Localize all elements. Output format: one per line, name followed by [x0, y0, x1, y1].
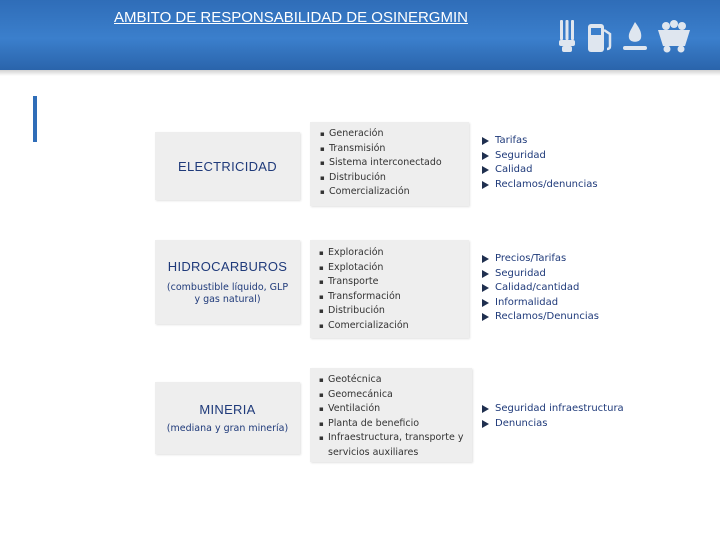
scope-item: Seguridad [481, 149, 598, 164]
mine-cart-icon [654, 18, 694, 54]
activity-item: ▪ Transporte [319, 275, 469, 290]
sector-mineria-box [155, 382, 300, 454]
activity-item: ▪ Geomecánica [319, 388, 466, 403]
activities-electricidad-box [310, 122, 469, 206]
activity-item: ▪ Transmisión [320, 142, 469, 157]
gas-flame-icon [622, 18, 648, 54]
fuel-pump-icon [586, 18, 614, 54]
sector-subtitle: (mediana y gran minería) [166, 422, 289, 434]
header-bar [0, 0, 720, 70]
activity-item: ▪ Distribución [319, 304, 469, 319]
scope-item: Seguridad infraestructura [481, 402, 624, 417]
sector-electricidad-box [155, 132, 300, 200]
activities-list [319, 373, 466, 461]
header-shadow [0, 70, 720, 76]
lightbulb-icon [556, 18, 578, 54]
activities-mineria-box [310, 368, 472, 462]
scope-item: Denuncias [481, 417, 624, 432]
activity-item: ▪ Ventilación [319, 402, 466, 417]
activities-list [319, 246, 469, 334]
activity-item: ▪ Planta de beneficio [319, 417, 466, 432]
scope-hidrocarburos-list [481, 252, 599, 325]
sector-name: HIDROCARBUROS [167, 258, 288, 274]
activity-item: ▪ Transformación [319, 290, 469, 305]
activity-item: ▪ Sistema interconectado [320, 156, 469, 171]
activities-hidrocarburos-box [310, 240, 469, 338]
activity-item: ▪ Comercialización [320, 185, 469, 200]
activity-item: ▪ Generación [320, 127, 469, 142]
activities-list [320, 127, 469, 200]
scope-item: Reclamos/Denuncias [481, 310, 599, 325]
activity-item: ▪ Geotécnica [319, 373, 466, 388]
activity-item: ▪ Distribución [320, 171, 469, 186]
scope-item: Informalidad [481, 296, 599, 311]
scope-item: Calidad/cantidad [481, 281, 599, 296]
activity-item: ▪ Comercialización [319, 319, 469, 334]
activity-item: ▪ Infraestructura, transporte y servicios auxiliares [319, 431, 466, 460]
scope-item: Calidad [481, 163, 598, 178]
accent-bar [33, 96, 37, 142]
scope-item: Reclamos/denuncias [481, 178, 598, 193]
activity-item: ▪ Exploración [319, 246, 469, 261]
sector-name: MINERIA [199, 401, 256, 417]
sector-subtitle: (combustible líquido, GLP y gas natural) [166, 281, 289, 305]
sector-name: ELECTRICIDAD [178, 158, 277, 174]
scope-item: Precios/Tarifas [481, 252, 599, 267]
scope-item: Seguridad [481, 267, 599, 282]
scope-item: Tarifas [481, 134, 598, 149]
sector-icons [556, 18, 700, 54]
scope-electricidad-list [481, 134, 598, 192]
sector-hidrocarburos-box [155, 240, 300, 324]
scope-mineria-list [481, 402, 624, 431]
activity-item: ▪ Explotación [319, 261, 469, 276]
slide-title: AMBITO DE RESPONSABILIDAD DE OSINERGMIN [114, 9, 468, 26]
